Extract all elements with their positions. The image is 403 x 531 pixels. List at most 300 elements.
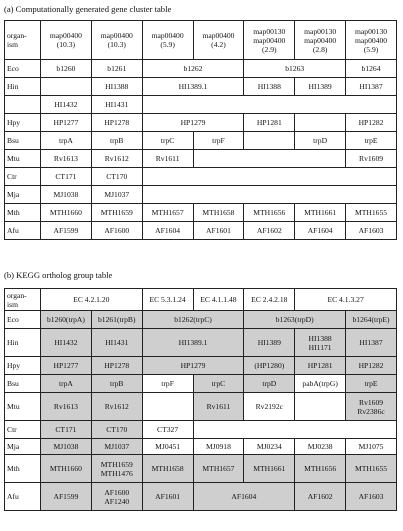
cell-text: b1261(trpB) <box>97 315 136 324</box>
table-row <box>5 204 397 222</box>
ortholog-cell <box>193 439 244 455</box>
cell-text: b1260(trpA) <box>46 315 85 324</box>
cell-text: MTH1658 <box>202 208 235 217</box>
cell-text: AF1600 <box>104 226 130 235</box>
gene-cell <box>193 204 244 222</box>
cell-text: organ- <box>7 290 27 300</box>
cell-text: Rv2386c <box>357 406 385 416</box>
cell-text: (HP1280) <box>254 361 285 370</box>
cell-text: Bsu <box>7 136 19 145</box>
cell-text: EC 2.4.2.18 <box>251 295 288 304</box>
column-header <box>41 21 92 60</box>
ec-header <box>41 289 143 311</box>
cell-text: trpA <box>58 379 73 388</box>
cell-text: MTH1661 <box>253 464 286 473</box>
organism-cell <box>5 421 41 439</box>
gene-cell <box>295 78 346 96</box>
gene-cell <box>142 96 396 114</box>
cell-text: trpB <box>110 379 124 388</box>
organism-cell <box>5 132 41 150</box>
cell-text: AF1240 <box>104 496 130 506</box>
cell-text: HI1389 <box>308 82 332 91</box>
cell-text: b1261 <box>107 64 127 73</box>
cell-text: AF1604 <box>231 492 257 501</box>
gene-cell <box>91 204 142 222</box>
cell-text: Mja <box>7 442 20 451</box>
ortholog-cell <box>41 393 92 421</box>
column-header <box>142 21 193 60</box>
table-row <box>5 78 397 96</box>
gene-cell <box>41 150 92 168</box>
cell-text: EC 4.1.3.27 <box>327 295 364 304</box>
cell-text: HI1387 <box>359 82 383 91</box>
gene-cell <box>142 132 193 150</box>
cell-text: AF1599 <box>53 492 79 501</box>
cell-text: b1260 <box>56 64 76 73</box>
cell-text: trpC <box>160 136 175 145</box>
cell-text: EC 4.2.1.20 <box>73 295 110 304</box>
gene-cell <box>295 222 346 240</box>
column-header <box>346 21 397 60</box>
ortholog-cell <box>244 375 295 393</box>
cell-text: Rv1613 <box>53 402 78 411</box>
organism-cell <box>5 78 41 96</box>
ortholog-cell <box>346 329 397 357</box>
cell-text: CT170 <box>106 425 128 434</box>
ec-header <box>244 289 295 311</box>
gene-cell <box>41 60 92 78</box>
cell-text: MJ0234 <box>256 442 282 451</box>
cell-text: HP1282 <box>358 361 384 370</box>
cell-text: HI1389.1 <box>178 338 208 347</box>
gene-cell <box>41 114 92 132</box>
cell-text: map00400 <box>304 35 337 45</box>
cell-text: HP1279 <box>180 361 206 370</box>
cell-text: Rv1611 <box>206 402 231 411</box>
cell-text: map00400 <box>253 35 286 45</box>
organism-cell <box>5 439 41 455</box>
ortholog-cell <box>193 375 244 393</box>
cell-text: AF1604 <box>307 226 333 235</box>
cell-text: map00400 <box>355 35 388 45</box>
cell-text: EC 4.1.1.48 <box>200 295 237 304</box>
ortholog-cell <box>142 357 244 375</box>
ec-header <box>295 289 397 311</box>
ortholog-cell <box>91 393 142 421</box>
header-row <box>5 289 397 311</box>
cell-text: pabA(trpG) <box>302 379 338 388</box>
ortholog-cell <box>346 455 397 483</box>
cell-text: AF1601 <box>206 226 231 235</box>
gene-cell <box>91 222 142 240</box>
gene-cell <box>41 132 92 150</box>
gene-cell <box>91 60 142 78</box>
ortholog-cell <box>193 455 244 483</box>
ortholog-cell <box>295 455 346 483</box>
table-row <box>5 150 397 168</box>
cell-text: trpF <box>161 379 174 388</box>
cell-text: Mtu <box>7 402 20 411</box>
cell-text: CT171 <box>55 425 77 434</box>
organism-cell <box>5 483 41 511</box>
cell-text: HI1387 <box>359 338 383 347</box>
gene-cell <box>91 96 142 114</box>
organism-cell <box>5 204 41 222</box>
gene-cell <box>91 168 142 186</box>
cell-text: Ctr <box>7 425 17 434</box>
organism-cell <box>5 186 41 204</box>
cell-text: Eco <box>7 315 19 324</box>
gene-cluster-table <box>4 20 397 240</box>
cell-text: Bsu <box>7 379 19 388</box>
cell-text: AF1601 <box>155 492 181 501</box>
ortholog-cell <box>295 357 346 375</box>
header-row <box>5 21 397 60</box>
cell-text: Rv1612 <box>104 402 129 411</box>
cell-text: AF1600 <box>104 487 130 497</box>
ortholog-cell <box>295 329 346 357</box>
cell-text: AF1599 <box>53 226 79 235</box>
cell-text: Afu <box>7 492 19 501</box>
ortholog-cell <box>91 329 142 357</box>
cell-text: Mth <box>7 464 20 473</box>
ortholog-cell <box>295 375 346 393</box>
cell-text: ism <box>7 299 18 309</box>
gene-cell <box>91 132 142 150</box>
organism-cell <box>5 60 41 78</box>
cell-text: HI1432 <box>54 100 78 109</box>
cell-text: b1263 <box>285 64 305 73</box>
cell-text: MTH1659 <box>100 208 133 217</box>
cell-text: trpB <box>110 136 124 145</box>
gene-cell <box>142 168 396 186</box>
ortholog-cell <box>41 375 92 393</box>
cell-text: Rv2192c <box>255 402 283 411</box>
caption-b: (b) KEGG ortholog group table <box>4 270 113 280</box>
cell-text: Mth <box>7 208 20 217</box>
cell-text: EC 5.3.1.24 <box>149 295 186 304</box>
ortholog-cell <box>91 455 142 483</box>
cell-text: Rv1612 <box>104 154 129 163</box>
cell-text: Hin <box>7 82 19 91</box>
cell-text: trpC <box>211 379 226 388</box>
cell-text: HI1388 <box>105 82 129 91</box>
ortholog-cell <box>41 311 92 329</box>
cell-text: (4.2) <box>211 40 226 49</box>
cell-text: AF1603 <box>358 492 384 501</box>
organism-cell <box>5 357 41 375</box>
gene-cell <box>244 60 346 78</box>
organism-cell <box>5 150 41 168</box>
gene-cell <box>244 78 295 96</box>
gene-cell <box>41 96 92 114</box>
table-row <box>5 329 397 357</box>
cell-text: HI1432 <box>54 338 78 347</box>
table-row <box>5 311 397 329</box>
ortholog-cell <box>91 357 142 375</box>
ortholog-cell <box>346 393 397 421</box>
gene-cell <box>41 78 92 96</box>
cell-text: Rv1609 <box>359 397 384 407</box>
cell-text: (2.9) <box>262 44 277 54</box>
gene-cell <box>346 60 397 78</box>
cell-text: MTH1659 <box>100 459 133 469</box>
column-header <box>91 21 142 60</box>
table-row <box>5 96 397 114</box>
table-row <box>5 132 397 150</box>
cell-text: Hin <box>7 338 19 347</box>
cell-text: Rv1609 <box>359 154 384 163</box>
gene-cell <box>91 114 142 132</box>
cell-text: map00130 <box>304 26 337 36</box>
gene-cell <box>193 150 346 168</box>
cell-text: MTH1656 <box>253 208 286 217</box>
gene-cell <box>346 132 397 150</box>
table-row <box>5 439 397 455</box>
cell-text: HI1388 <box>257 82 281 91</box>
ec-header <box>142 289 193 311</box>
cell-text: MJ1075 <box>358 442 384 451</box>
ortholog-cell <box>346 439 397 455</box>
table-row <box>5 455 397 483</box>
cell-text: map00400 <box>151 31 184 40</box>
ortholog-cell <box>41 483 92 511</box>
ortholog-cell <box>41 357 92 375</box>
ortholog-cell <box>295 483 346 511</box>
cell-text: MTH1656 <box>304 464 337 473</box>
gene-cell <box>142 186 396 204</box>
cell-text: MTH1658 <box>151 464 184 473</box>
ortholog-cell <box>91 483 142 511</box>
gene-cell <box>142 60 244 78</box>
gene-cell <box>244 114 295 132</box>
cell-text: HP1278 <box>104 118 130 127</box>
organism-cell <box>5 114 41 132</box>
ortholog-cell <box>91 311 142 329</box>
cell-text: MTH1661 <box>304 208 337 217</box>
ortholog-cell <box>346 375 397 393</box>
cell-text: (10.3) <box>56 40 76 49</box>
table-row <box>5 60 397 78</box>
table-row <box>5 222 397 240</box>
cell-text: trpF <box>212 136 225 145</box>
organism-header <box>5 21 41 60</box>
ortholog-cell <box>91 375 142 393</box>
column-header <box>295 21 346 60</box>
ortholog-cell <box>346 357 397 375</box>
cell-text: Eco <box>7 64 19 73</box>
cell-text: trpA <box>58 136 73 145</box>
gene-cell <box>244 204 295 222</box>
cell-text: AF1602 <box>256 226 282 235</box>
cell-text: b1263(trpD) <box>275 315 314 324</box>
cell-text: b1264 <box>361 64 381 73</box>
organism-cell <box>5 455 41 483</box>
cell-text: (10.3) <box>107 40 126 49</box>
gene-cell <box>244 222 295 240</box>
ortholog-cell <box>193 421 396 439</box>
cell-text: MTH1476 <box>100 468 133 478</box>
gene-cell <box>295 132 346 150</box>
organism-cell <box>5 96 41 114</box>
cell-text: MJ1038 <box>53 190 79 199</box>
ortholog-cell <box>142 455 193 483</box>
cell-text: trpD <box>262 379 277 388</box>
column-header <box>244 21 295 60</box>
cell-text: MJ0918 <box>206 442 231 451</box>
ortholog-cell <box>142 311 244 329</box>
cell-text: CT327 <box>157 425 179 434</box>
cell-text: HP1278 <box>104 361 130 370</box>
gene-cell <box>193 132 244 150</box>
cell-text: map00400 <box>100 31 133 40</box>
cell-text: CT171 <box>55 172 77 181</box>
gene-cell <box>244 132 295 150</box>
ortholog-cell <box>41 455 92 483</box>
cell-text: HI1171 <box>308 342 332 352</box>
gene-cell <box>91 186 142 204</box>
ortholog-cell <box>295 439 346 455</box>
cell-text: MTH1657 <box>202 464 235 473</box>
ec-header <box>193 289 244 311</box>
gene-cell <box>142 114 244 132</box>
cell-text: HI1389.1 <box>178 82 208 91</box>
cell-text: AF1604 <box>155 226 181 235</box>
cell-text: Mtu <box>7 154 20 163</box>
cell-text: Rv1613 <box>53 154 78 163</box>
gene-cell <box>346 204 397 222</box>
organism-cell <box>5 311 41 329</box>
cell-text: MJ0451 <box>155 442 181 451</box>
cell-text: Afu <box>7 226 19 235</box>
cell-text: MTH1655 <box>355 208 388 217</box>
cell-text: ism <box>7 40 18 49</box>
table-row <box>5 357 397 375</box>
cell-text: (5.9) <box>160 40 175 49</box>
ortholog-cell <box>142 421 193 439</box>
gene-cell <box>41 204 92 222</box>
table-row <box>5 168 397 186</box>
ortholog-cell <box>142 375 193 393</box>
cell-text: trpD <box>313 136 328 145</box>
cell-text: Ctr <box>7 172 17 181</box>
cell-text: MJ1038 <box>53 442 79 451</box>
cell-text: MTH1655 <box>355 464 388 473</box>
table-row <box>5 393 397 421</box>
cell-text: MTH1660 <box>49 208 82 217</box>
organism-header <box>5 289 41 311</box>
cell-text: MJ0238 <box>307 442 333 451</box>
ortholog-cell <box>142 393 193 421</box>
gene-cell <box>41 222 92 240</box>
cell-text: HI1431 <box>105 338 129 347</box>
cell-text: b1264(trpE) <box>352 315 390 324</box>
organism-cell <box>5 168 41 186</box>
table-row <box>5 421 397 439</box>
ortholog-cell <box>244 329 295 357</box>
organism-cell <box>5 393 41 421</box>
ortholog-cell <box>346 311 397 329</box>
table-row <box>5 375 397 393</box>
organism-cell <box>5 222 41 240</box>
cell-text: (2.8) <box>312 44 328 54</box>
ortholog-cell <box>41 329 92 357</box>
cell-text: HP1281 <box>256 118 282 127</box>
gene-cell <box>193 222 244 240</box>
cell-text: map00400 <box>49 31 82 40</box>
cell-text: HP1279 <box>180 118 206 127</box>
ortholog-cell <box>244 357 295 375</box>
cell-text: Rv1611 <box>155 154 180 163</box>
table-row <box>5 483 397 511</box>
cell-text: HP1277 <box>53 361 79 370</box>
ortholog-cell <box>142 329 244 357</box>
ortholog-cell <box>244 439 295 455</box>
gene-cell <box>346 222 397 240</box>
cell-text: b1262 <box>183 64 203 73</box>
ortholog-cell <box>244 311 346 329</box>
table-row <box>5 114 397 132</box>
cell-text: MTH1660 <box>49 464 82 473</box>
cell-text: Hpy <box>7 118 21 127</box>
ortholog-cell <box>41 439 92 455</box>
ortholog-cell <box>244 455 295 483</box>
cell-text: HI1388 <box>308 333 332 343</box>
cell-text: (5.9) <box>363 44 379 54</box>
cell-text: MJ1037 <box>104 190 130 199</box>
gene-cell <box>142 204 193 222</box>
kegg-ortholog-table <box>4 288 397 511</box>
ortholog-cell <box>41 421 92 439</box>
gene-cell <box>142 78 244 96</box>
cell-text: b1262(trpC) <box>174 315 212 324</box>
cell-text: HP1282 <box>358 118 384 127</box>
cell-text: map00400 <box>202 31 235 40</box>
cell-text: HI1389 <box>257 338 281 347</box>
cell-text: HI1431 <box>105 100 129 109</box>
ortholog-cell <box>91 421 142 439</box>
ortholog-cell <box>142 483 193 511</box>
ortholog-cell <box>193 483 295 511</box>
cell-text: CT170 <box>106 172 128 181</box>
cell-text: Hpy <box>7 361 21 370</box>
gene-cell <box>346 114 397 132</box>
caption-a: (a) Computationally generated gene cluster table <box>4 4 172 14</box>
cell-text: trpE <box>364 379 378 388</box>
cell-text: map00130 <box>355 26 388 36</box>
ortholog-cell <box>193 393 244 421</box>
gene-cell <box>142 150 193 168</box>
gene-cell <box>142 222 193 240</box>
column-header <box>193 21 244 60</box>
organism-cell <box>5 329 41 357</box>
ortholog-cell <box>142 439 193 455</box>
cell-text: MJ1037 <box>104 442 130 451</box>
cell-text: map00130 <box>253 26 286 36</box>
gene-cell <box>346 150 397 168</box>
gene-cell <box>346 78 397 96</box>
cell-text: HP1281 <box>307 361 333 370</box>
cell-text: trpE <box>364 136 378 145</box>
ortholog-cell <box>295 393 346 421</box>
gene-cell <box>295 114 346 132</box>
table-row <box>5 186 397 204</box>
cell-text: organ- <box>7 31 27 40</box>
ortholog-cell <box>346 483 397 511</box>
organism-cell <box>5 375 41 393</box>
gene-cell <box>41 186 92 204</box>
cell-text: AF1602 <box>307 492 333 501</box>
